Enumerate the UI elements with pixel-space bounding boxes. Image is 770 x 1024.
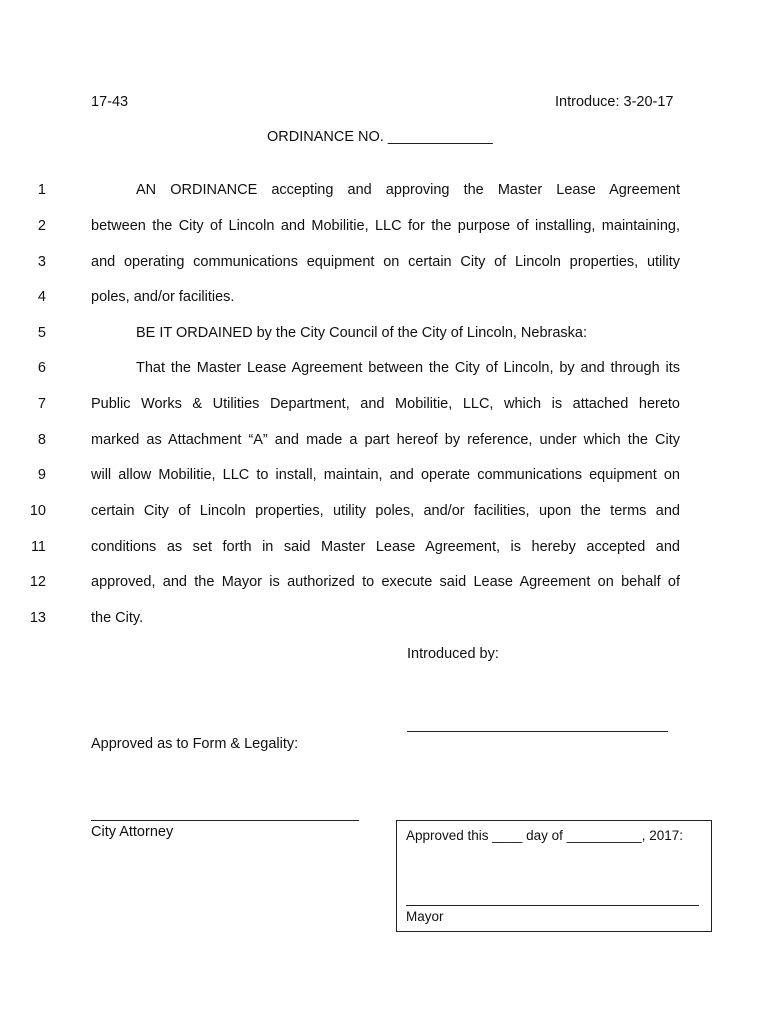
document-number: 17-43 [91,94,129,110]
line-text-13: the City. [91,610,144,626]
line-number-12: 12 [29,574,46,590]
line-text-5: BE IT ORDAINED by the City Council of the City of Lincoln, Nebraska: [136,325,588,341]
mayor-label: Mayor [406,909,444,924]
line-text-7: Public Works & Utilities Department, and Mobilitie, LLC, which is attached hereto [91,396,680,412]
line-number-4: 4 [37,289,46,305]
line-text-10: certain City of Lincoln properties, utility poles, and/or facilities, upon the terms and [91,503,680,519]
line-text-4: poles, and/or facilities. [91,289,235,305]
line-text-1: AN ORDINANCE accepting and approving the Master Lease Agreement [136,182,680,198]
line-number-3: 3 [37,254,46,270]
approved-this-label: Approved this ____ day of __________, 2017: [406,828,683,843]
line-number-1: 1 [37,182,46,198]
city-attorney-label: City Attorney [91,824,174,840]
line-number-8: 8 [37,432,46,448]
line-text-8: marked as Attachment “A” and made a part hereof by reference, under which the City [91,432,680,448]
line-text-11: conditions as set forth in said Master Lease Agreement, is hereby accepted and [91,539,680,555]
city-attorney-signature-line [91,820,359,821]
ordinance-number-label: ORDINANCE NO. _____________ [267,129,493,145]
line-text-3: and operating communications equipment on certain City of Lincoln properties, utility [91,254,680,270]
mayor-signature-line [406,905,699,906]
line-number-11: 11 [30,539,46,555]
line-text-2: between the City of Lincoln and Mobilitie, LLC for the purpose of installing, maintaining, [91,218,680,234]
introduced-by-label: Introduced by: [407,646,499,662]
introduce-date: Introduce: 3-20-17 [555,94,674,110]
approved-as-to-form-label: Approved as to Form & Legality: [91,736,299,752]
introducer-signature-line [407,731,668,732]
line-number-9: 9 [37,467,46,483]
line-text-6: That the Master Lease Agreement between the City of Lincoln, by and through its [136,360,680,376]
line-number-13: 13 [29,610,46,626]
line-number-10: 10 [29,503,46,519]
line-number-2: 2 [37,218,46,234]
line-number-7: 7 [37,396,46,412]
mayor-approval-box [396,820,712,932]
line-text-12: approved, and the Mayor is authorized to execute said Lease Agreement on behalf of [91,574,680,590]
line-number-5: 5 [37,325,46,341]
line-text-9: will allow Mobilitie, LLC to install, maintain, and operate communications equipment on [91,467,680,483]
line-number-6: 6 [37,360,46,376]
